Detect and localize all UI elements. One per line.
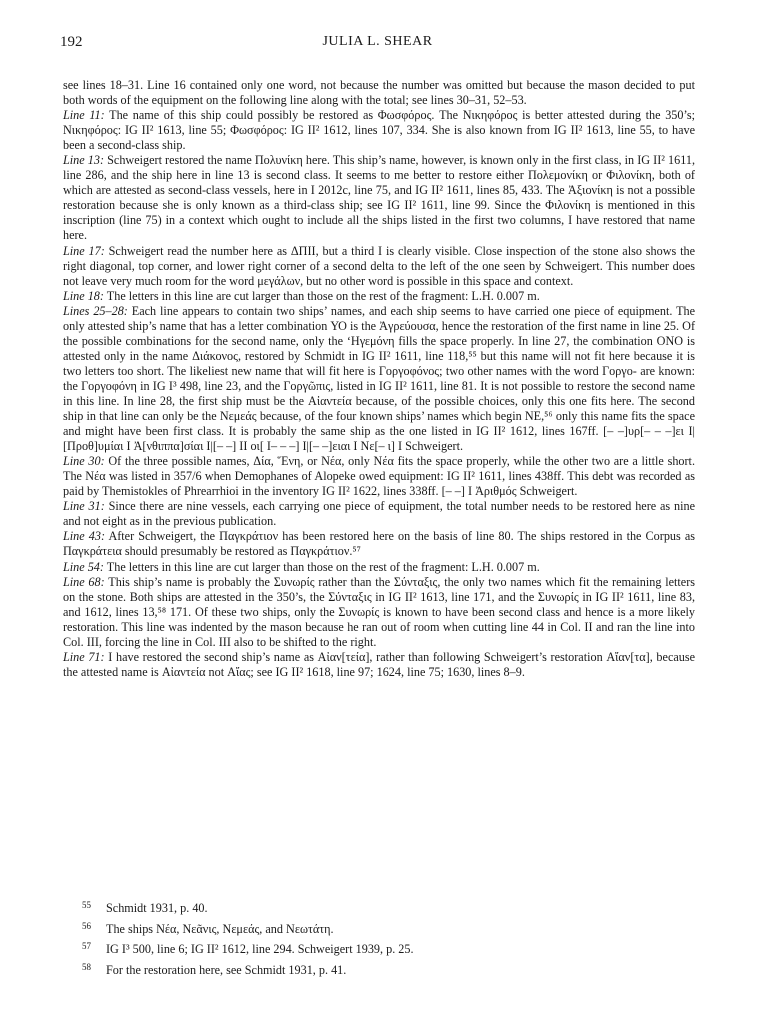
running-head: JULIA L. SHEAR <box>322 34 433 49</box>
paragraph <box>63 153 695 243</box>
paragraph <box>63 575 695 650</box>
footnote-number: 55 <box>82 900 91 910</box>
footnote-text: The ships Νέα, Νεᾶνις, Νεμεάς, and Νεωτάτη. <box>106 921 334 936</box>
paragraph <box>63 244 695 289</box>
page-number: 192 <box>60 34 83 50</box>
paragraph <box>63 108 695 153</box>
paragraph <box>63 289 695 304</box>
paragraph-text: After Schweigert, the Παγκράτιον has been restored here on the basis of line 80. The ships restored in the Corpus as Παγκράτεια should presumably be restored as Παγκράτιον.⁵⁷ <box>63 529 695 559</box>
line-label: Lines 25–28: <box>63 303 128 318</box>
footnote-text: Schmidt 1931, p. 40. <box>106 901 208 915</box>
line-label: Line 18: <box>63 288 104 303</box>
commentary-body <box>63 78 695 680</box>
footnotes <box>82 898 692 980</box>
footnote <box>82 898 692 919</box>
line-label: Line 68: <box>63 574 105 589</box>
paragraph <box>63 304 695 454</box>
paragraph-text: I have restored the second ship’s name as Αἰαν[τεία], rather than following Schweigert’s restoration Αἴαν[τα], because the attested name is Αἰαντεία not Αἴας; see IG II² 1618, line 97; 1624, line 75; 1630, lines 8–9. <box>63 649 696 679</box>
footnote <box>82 939 692 960</box>
paragraph <box>63 529 695 559</box>
paragraph <box>63 560 695 575</box>
footnote-number: 56 <box>82 920 91 931</box>
line-label: Line 30: <box>63 454 105 469</box>
paragraph <box>63 78 695 108</box>
line-label: Line 71: <box>63 649 105 664</box>
line-label: Line 17: <box>63 243 105 258</box>
footnote-text: IG I³ 500, line 6; IG II² 1612, line 294. Schweigert 1939, p. 25. <box>106 942 414 956</box>
paragraph-text: The letters in this line are cut larger than those on the rest of the fragment: L.H. 0.007 m. <box>106 559 540 574</box>
paragraph <box>63 499 695 529</box>
line-label: Line 11: <box>63 108 105 123</box>
footnote-number: 58 <box>82 961 91 972</box>
paragraph-text: Schweigert restored the name Πολυνίκη here. This ship’s name, however, is known only in the first class, in IG II² 1611, line 286, and the ship here in line 13 is second class. It seems to me better to restore either Πολεμονίκη or Φιλονίκη, both of which are attested as second-class vessels, here in I 2012c, line 75, and IG II² 1611, lines 85, 433. The Ἀξιονίκη is not a possible restoration because she is only known as a third-class ship; see IG II² 1611, line 99. Since the Φιλονίκη is mentioned in this inscription (line 75) in a context which ought to include all the ships listed in the first two columns, I have restored that name here. <box>63 153 695 243</box>
line-label: Line 43: <box>63 529 106 544</box>
line-label: Line 31: <box>63 499 105 514</box>
paragraph-text: Each line appears to contain two ships’ names, and each ship seems to have carried one piece of equipment. The only attested ship’s name that has a letter combination ΥΟ is the Ἀγρεύουσα, hence the restoration of the first name in line 25. Of the possible combinations for the second name, only the ‘Ηγεμόνη fills the space properly. In line 27, the combination ΟΝΟ is attested only in the name Διάκονος, restored by Schmidt in IG II² 1611, line 118,⁵⁵ but this name will not fit here because it is two letters too short. The likeliest new name that will fit here is Γοργοφόνος; two other names with the word Γοργο- are known: the Γοργοφόνη in IG I³ 498, line 23, and the Γοργῶπις, listed in IG II² 1611, line 81. It is not possible to restore the second name in this line. In line 28, the first ship must be the Αἰαντεία because, of the possible choices, only this one fits here. The second ship in that line can only be the Νεμεάς because, of the four known ships’ names which begin ΝΕ,⁵⁶ only this name fits the space and might have been first class. It is probably the same ship as the one listed in IG II² 1612, lines 167ff. [– –]υρ[– – –]ει Ι|[Προθ]υμίαι Ι Ἀ[νθιππα]σίαι Ι|[– –] ΙΙ οι[ Ι– – –] Ι|[– –]ειαι Ι Νε[– ι] Ι Schweigert. <box>63 303 696 454</box>
paragraph-text: Schweigert read the number here as ΔΠΙΙ, but a third Ι is clearly visible. Close inspection of the stone also shows the right diagonal, top corner, and lower right corner of a second delta to the left of the one seen by Schweigert. This number does not leave very much room for the word μεγάλων, but no other word is possible in this space and context. <box>63 243 695 288</box>
footnote <box>82 960 692 981</box>
paragraph-text: This ship’s name is probably the Συνωρίς rather than the Σύνταξις, the only two names which fit the remaining letters on the stone. Both ships are attested in the 350’s, the Σύνταξις in IG II² 1613, line 171, and the Συνωρίς in IG II² 1611, line 83, and 1612, lines 13,⁵⁸ 171. Of these two ships, only the Συνωρίς is known to have been second class and hence is a more likely restoration. This line was indented by the mason because he ran out of room when cutting line 44 in Col. II and ran the line into Col. III, forcing the line in Col. III also to be shifted to the right. <box>63 574 696 649</box>
paragraph <box>63 454 695 499</box>
line-label: Line 54: <box>63 559 104 574</box>
paragraph <box>63 650 695 680</box>
paragraph-text: see lines 18–31. Line 16 contained only one word, not because the number was omitted but because the mason decided to put both words of the equipment on the following line along with the total; see lines 30–31, 52–53. <box>63 78 695 108</box>
paragraph-text: Since there are nine vessels, each carrying one piece of equipment, the total number needs to be restored here as nine and not eight as in the previous publication. <box>63 499 695 529</box>
paragraph-text: Of the three possible names, Δία, Ἕνη, or Νέα, only Νέα fits the space properly, while the other two are a little short. The Νέα was listed in 357/6 when Demophanes of Alopeke owed equipment: IG II² 1611, lines 438ff. This debt was recorded as paid by Themistokles of Phrearrhioi in the inventory IG II² 1622, lines 338ff. [– –] Ι Ἀριθμός Schweigert. <box>63 454 695 499</box>
paragraph-text: The name of this ship could possibly be restored as Φωσφόρος. The Νικηφόρος is better attested during the 350’s; Νικηφόρος: IG II² 1613, line 55; Φωσφόρος: IG II² 1612, lines 107, 334. She is also known from IG II² 1613, line 55, to have been a second-class ship. <box>63 108 696 153</box>
line-label: Line 13: <box>63 153 105 168</box>
footnote-number: 57 <box>82 941 91 951</box>
footnote-text: For the restoration here, see Schmidt 1931, p. 41. <box>106 962 347 977</box>
paragraph-text: The letters in this line are cut larger than those on the rest of the fragment: L.H. 0.007 m. <box>106 288 540 303</box>
page-header <box>60 34 695 54</box>
footnote <box>82 919 692 940</box>
